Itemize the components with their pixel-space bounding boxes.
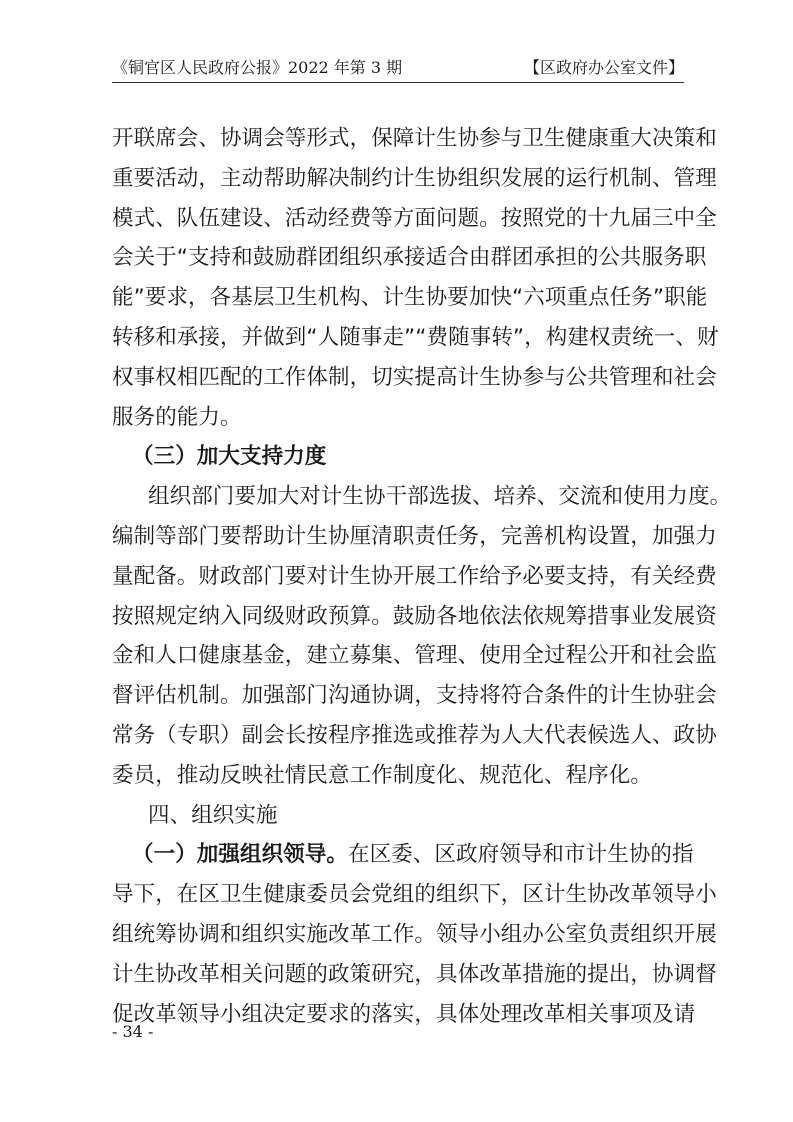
text-line: 督评估机制。加强部门沟通协调，支持将符合条件的计生协驻会 bbox=[112, 683, 717, 709]
page-header bbox=[112, 58, 684, 83]
page-number: - 34 - bbox=[112, 1022, 154, 1041]
section-heading-4: 四、组织实施 bbox=[148, 802, 278, 828]
document-body bbox=[112, 119, 732, 1034]
text-line: 导下，在区卫生健康委员会党组的组织下，区计生协改革领导小 bbox=[112, 882, 717, 908]
section-heading-3: （三）加大支持力度 bbox=[132, 444, 327, 470]
section-label: 【区政府办公室文件】 bbox=[523, 58, 684, 77]
subsection-1-first-line bbox=[112, 835, 694, 875]
text-line: 服务的能力。 bbox=[112, 404, 242, 430]
text-line: 权事权相匹配的工作体制，切实提高计生协参与公共管理和社会 bbox=[112, 364, 717, 390]
text-line: 量配备。财政部门要对计生协开展工作给予必要支持，有关经费 bbox=[112, 563, 717, 589]
subsection-heading-1: （一）加强组织领导。 bbox=[132, 842, 349, 868]
text-line: 常务（专职）副会长按程序推选或推荐为人大代表候选人、政协 bbox=[112, 722, 717, 748]
text-line: 重要活动，主动帮助解决制约计生协组织发展的运行机制、管理 bbox=[112, 165, 717, 191]
text-line: 模式、队伍建设、活动经费等方面问题。按照党的十九届三中全 bbox=[112, 205, 717, 231]
text-line: 金和人口健康基金，建立募集、管理、使用全过程公开和社会监 bbox=[112, 643, 717, 669]
text-line: 委员，推动反映社情民意工作制度化、规范化、程序化。 bbox=[112, 762, 653, 788]
publication-title: 《铜官区人民政府公报》2022 年第 3 期 bbox=[112, 58, 403, 77]
text-line: 转移和承接，并做到“人随事走”“费随事转”，构建权责统一、财 bbox=[112, 324, 719, 350]
text-line: 组统筹协调和组织实施改革工作。领导小组办公室负责组织开展 bbox=[112, 921, 717, 947]
text-line: 会关于“支持和鼓励群团组织承接适合由群团承担的公共服务职 bbox=[112, 245, 707, 271]
text-line: 促改革领导小组决定要求的落实，具体处理改革相关事项及请 bbox=[112, 1001, 696, 1027]
text-segment: 在区委、区政府领导和市计生协的指 bbox=[348, 842, 694, 868]
text-line: 计生协改革相关问题的政策研究，具体改革措施的提出，协调督 bbox=[112, 961, 717, 987]
text-line: 能”要求，各基层卫生机构、计生协要加快“六项重点任务”职能 bbox=[112, 285, 708, 311]
text-line: 组织部门要加大对计生协干部选拔、培养、交流和使用力度。 bbox=[148, 484, 732, 510]
text-line: 编制等部门要帮助计生协厘清职责任务，完善机构设置，加强力 bbox=[112, 523, 717, 549]
text-line: 开联席会、协调会等形式，保障计生协参与卫生健康重大决策和 bbox=[112, 126, 717, 151]
text-line: 按照规定纳入同级财政预算。鼓励各地依法依规筹措事业发展资 bbox=[112, 603, 717, 629]
